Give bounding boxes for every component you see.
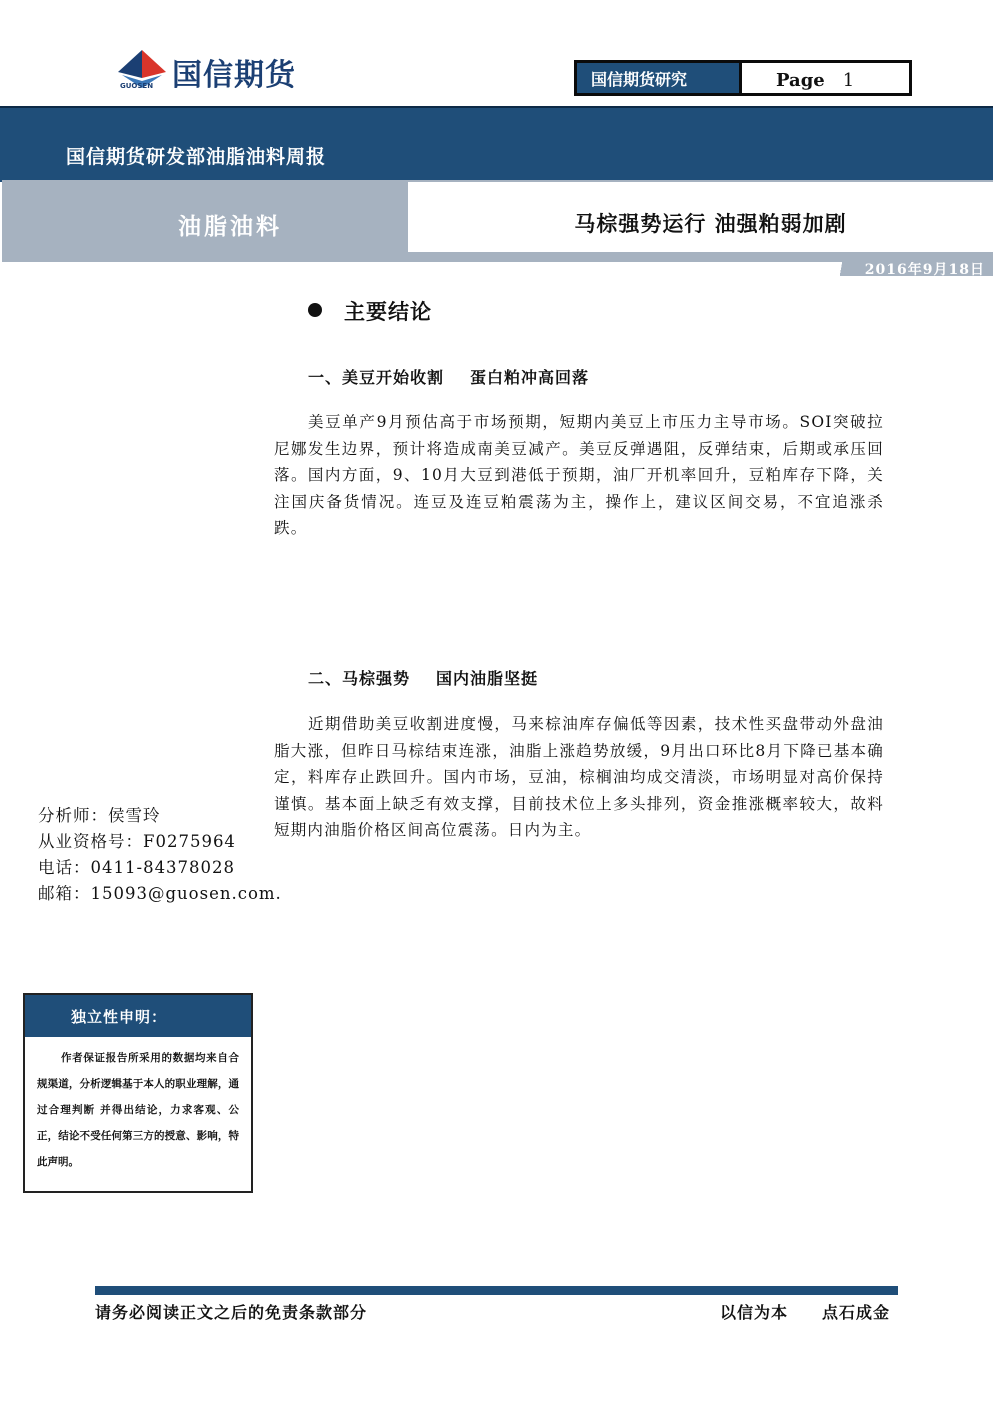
divider-bottom	[2, 252, 993, 262]
report-title-band	[0, 106, 993, 182]
independence-title: 独立性申明：	[25, 995, 251, 1037]
section-1-text: 美豆单产9月预估高于市场预期，短期内美豆上市压力主导市场。SOI突破拉尼娜发生边界，预计将造成南美豆减产。美豆反弹遇阻，反弹结束，后期或承压回落。国内方面，9、10月大豆到港低于预期，油厂开机率回升，豆粕库存下降，关注国庆备货情况。连豆及连豆粕震荡为主，操作上，建议区间交易，不宜追涨杀跌。	[274, 413, 884, 537]
independence-text: 作者保证报告所采用的数据均来自合规渠道，分析逻辑基于本人的职业理解，通过合理判断 并得出结论，力求客观、公正，结论不受任何第三方的授意、影响，特此声明。	[37, 1052, 239, 1168]
section-2-title-b: 国内油脂坚挺	[436, 669, 539, 688]
logo-text: 国信期货	[172, 58, 296, 93]
footer-disclaimer: 请务必阅读正文之后的免责条款部分	[95, 1303, 368, 1322]
section-1-title	[308, 365, 589, 388]
analyst-license: 从业资格号：F0275964	[38, 832, 236, 851]
company-logo	[116, 48, 346, 94]
footer-motto-b: 点石成金	[822, 1303, 891, 1322]
section-1-title-a: 一、美豆开始收割	[308, 368, 445, 387]
analyst-phone: 电话：0411-84378028	[38, 858, 236, 877]
logo-subtext: GUOSEN	[120, 82, 154, 90]
section-2-text: 近期借助美豆收割进度慢，马来棕油库存偏低等因素，技术性买盘带动外盘油脂大涨，但昨日马棕结束连涨，油脂上涨趋势放缓，9月出口环比8月下降已基本确定，料库存止跌回升。国内市场，豆油，棕榈油均成交清淡，市场明显对高价保持谨慎。基本面上缺乏有效支撑，目前技术位上多头排列，资金推涨概率较大，故料短期内油脂价格区间高位震荡。日内为主。	[274, 715, 884, 839]
section-1-title-b: 蛋白粕冲高回落	[470, 368, 590, 387]
page-label: Page	[776, 70, 825, 91]
analyst-email: 邮箱：15093@guosen.com.	[38, 884, 282, 903]
page-number: 1	[842, 70, 855, 91]
research-label: 国信期货研究	[591, 69, 688, 89]
date-strip	[830, 262, 993, 276]
footer-divider	[95, 1286, 898, 1295]
section-2-title	[308, 666, 538, 689]
footer-motto	[720, 1300, 890, 1323]
main-conclusions-heading: 主要结论	[344, 299, 432, 324]
footer-motto-a: 以信为本	[720, 1303, 789, 1322]
page-indicator	[742, 60, 912, 96]
analyst-name: 分析师：侯雪玲	[38, 806, 161, 825]
bullet-icon	[308, 303, 322, 317]
divider-top	[408, 180, 993, 182]
report-series-title: 国信期货研发部油脂油料周报	[66, 146, 327, 168]
category-label: 油脂油料	[178, 213, 282, 240]
independence-statement-box	[23, 993, 253, 1193]
research-label-box	[574, 60, 742, 96]
report-main-title: 马棕强势运行 油强粕弱加剧	[574, 211, 847, 236]
category-panel	[2, 180, 408, 262]
section-2-title-a: 二、马棕强势	[308, 669, 411, 688]
report-date: 2016年9月18日	[864, 262, 985, 276]
analyst-info	[38, 803, 282, 907]
